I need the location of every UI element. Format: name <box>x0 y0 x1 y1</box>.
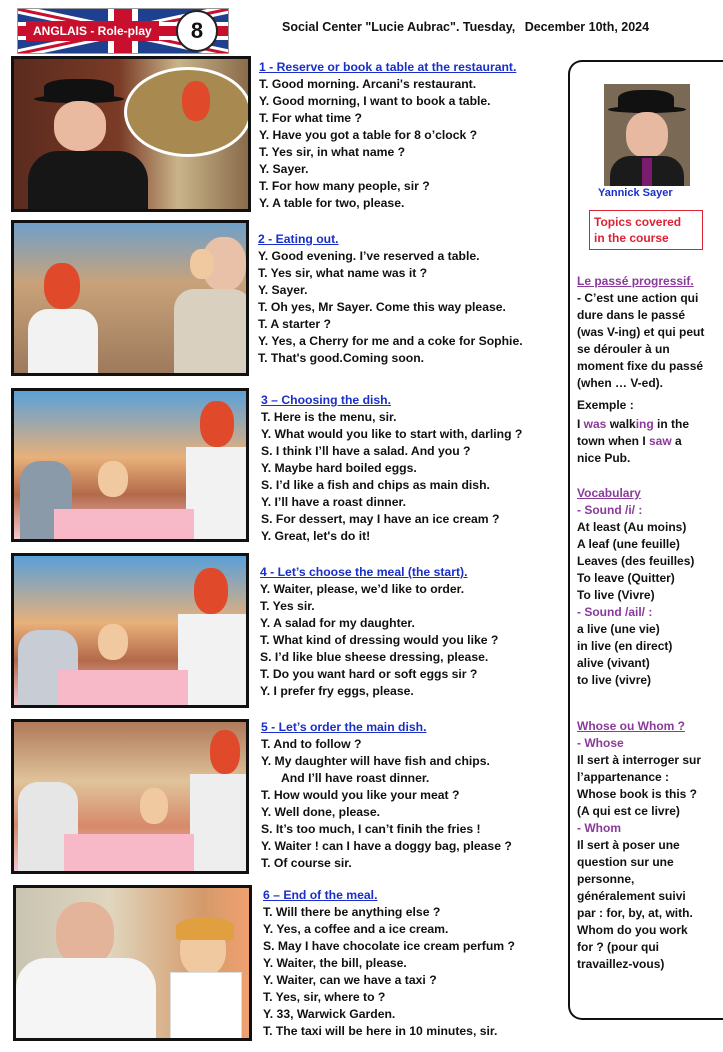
whose-whom-section <box>577 718 701 973</box>
dialogue-line: Y. Have you got a table for 8 o’clock ? <box>259 128 478 142</box>
dialogue-line: T. The taxi will be here in 10 minutes, sir. <box>263 1024 498 1038</box>
dialogue-line: T. Will there be anything else ? <box>263 905 441 919</box>
dialogue-line: Y. I’ll have a roast dinner. <box>261 495 406 509</box>
dialogue-line: Y. Good morning, I want to book a table. <box>259 94 491 108</box>
dialogue-line: Y. Yes, a Cherry for me and a coke for Sophie. <box>258 334 523 348</box>
lesson-number-badge: 8 <box>176 10 218 52</box>
whose-label: - Whose <box>577 736 624 750</box>
dialogue-line: T. Yes sir, what name was it ? <box>258 266 428 280</box>
dialogue-line: T. Oh yes, Mr Sayer. Come this way please. <box>258 300 506 314</box>
example-highlight: saw <box>649 434 672 448</box>
scene-3-heading: 3 – Choosing the dish. <box>261 393 392 407</box>
dialogue-line: T. Yes sir. <box>260 599 315 613</box>
example-word: walk <box>606 417 636 431</box>
dialogue-line: Y. Good evening. I’ve reserved a table. <box>258 249 480 263</box>
dialogue-line: T. That's good.Coming soon. <box>258 351 425 365</box>
header-date: December 10th, 2024 <box>524 20 650 34</box>
dialogue-line: Y. What would you like to start with, darling ? <box>261 427 523 441</box>
scene-4-heading: 4 - Let’s choose the meal (the start). <box>260 565 468 579</box>
topics-line: Topics covered <box>594 215 682 229</box>
center-name: Social Center "Lucie Aubrac". Tuesday, <box>282 20 516 34</box>
teacher-name: Yannick Sayer <box>598 187 673 199</box>
sidebar-line: (A qui est ce livre) <box>577 804 680 818</box>
example-word: I <box>577 417 584 431</box>
example-highlight: ing <box>635 417 654 431</box>
scene-6-dialogue <box>263 887 515 1040</box>
scene-6-photo <box>13 885 252 1041</box>
header-info <box>282 20 649 34</box>
dialogue-line: S. I’d like a fish and chips as main dish. <box>261 478 490 492</box>
dialogue-line: T. And to follow ? <box>261 737 362 751</box>
dialogue-line: Y. A table for two, please. <box>259 196 405 210</box>
past-progressive-title: Le passé progressif. <box>577 274 694 288</box>
dialogue-line: S. I think I’ll have a salad. And you ? <box>261 444 471 458</box>
dialogue-line: Y. Sayer. <box>258 283 308 297</box>
dialogue-line: T. Yes, sir, where to ? <box>263 990 386 1004</box>
course-tag: ANGLAIS - Role-play <box>26 21 159 41</box>
vocab-item: At least (Au moins) <box>577 520 687 534</box>
example-word: town when I <box>577 434 649 448</box>
sidebar-line: dure dans le passé <box>577 308 686 322</box>
dialogue-line: S. It’s too much, I can’t finih the fries ! <box>261 822 481 836</box>
scene-3-dialogue <box>261 392 522 545</box>
scene-2-photo <box>11 220 249 376</box>
scene-1-photo <box>11 56 251 212</box>
dialogue-line: T. Yes sir, in what name ? <box>259 145 406 159</box>
dialogue-line: Y. Waiter ! can I have a doggy bag, please ? <box>261 839 512 853</box>
sidebar-line: - C’est une action qui <box>577 291 699 305</box>
whose-whom-title: Whose ou Whom ? <box>577 719 685 733</box>
scene-4-photo <box>11 553 249 708</box>
dialogue-line: S. For dessert, may I have an ice cream ? <box>261 512 500 526</box>
vocab-item: To leave (Quitter) <box>577 571 675 585</box>
sidebar-line: généralement suivi <box>577 889 686 903</box>
scene-1-dialogue <box>259 59 516 212</box>
scene-4-dialogue <box>260 564 498 700</box>
topics-box <box>589 210 703 250</box>
dialogue-line: T. Do you want hard or soft eggs sir ? <box>260 667 478 681</box>
teacher-portrait <box>604 84 690 186</box>
sidebar-line: question sur une <box>577 855 674 869</box>
dialogue-line: T. What kind of dressing would you like ? <box>260 633 499 647</box>
dialogue-line: T. A starter ? <box>258 317 331 331</box>
vocab-item: a live (une vie) <box>577 622 660 636</box>
sidebar-line: Whose book is this ? <box>577 787 698 801</box>
sidebar-line: Il sert à interroger sur <box>577 753 702 767</box>
vocab-item: in live (en direct) <box>577 639 673 653</box>
dialogue-line: Y. Maybe hard boiled eggs. <box>261 461 417 475</box>
dialogue-line: S. I’d like blue sheese dressing, please. <box>260 650 489 664</box>
scene-5-heading: 5 - Let’s order the main dish. <box>261 720 427 734</box>
dialogue-line: T. Here is the menu, sir. <box>261 410 397 424</box>
scene-5-dialogue <box>261 719 512 872</box>
dialogue-line: Y. A salad for my daughter. <box>260 616 415 630</box>
dialogue-line: T. How would you like your meat ? <box>261 788 460 802</box>
dialogue-line: T. Of course sir. <box>261 856 352 870</box>
sidebar-line: se dérouler à un <box>577 342 670 356</box>
sidebar-line: moment fixe du passé <box>577 359 704 373</box>
sidebar-line: (was V-ing) et qui peut <box>577 325 705 339</box>
sidebar-line: travaillez-vous) <box>577 957 665 971</box>
sidebar-line: l’appartenance : <box>577 770 670 784</box>
sound-ai-label: - Sound /ail/ : <box>577 605 653 619</box>
vocab-item: To live (Vivre) <box>577 588 655 602</box>
sidebar-line: for ? (pour qui <box>577 940 659 954</box>
dialogue-line: Y. 33, Warwick Garden. <box>263 1007 396 1021</box>
scene-1-heading: 1 - Reserve or book a table at the restaurant. <box>259 60 517 74</box>
sidebar-line: par : for, by, at, with. <box>577 906 693 920</box>
example-word: in the <box>653 417 690 431</box>
dialogue-line: Y. Waiter, the bill, please. <box>263 956 407 970</box>
dialogue-line: T. For what time ? <box>259 111 362 125</box>
sound-i-label: - Sound /i/ : <box>577 503 643 517</box>
past-progressive-section <box>577 273 704 467</box>
example-sentence-2 <box>577 433 704 450</box>
example-sentence-1 <box>577 416 704 433</box>
vocab-item: to live (vivre) <box>577 673 652 687</box>
topics-line: in the course <box>594 231 669 245</box>
sidebar-line: Il sert à poser une <box>577 838 680 852</box>
vocabulary-title: Vocabulary <box>577 486 641 500</box>
example-word: a <box>671 434 682 448</box>
scene-6-heading: 6 – End of the meal. <box>263 888 378 902</box>
dialogue-line: Y. Yes, a coffee and a ice cream. <box>263 922 449 936</box>
dialogue-line: S. May I have chocolate ice cream perfum ? <box>263 939 515 953</box>
dialogue-line: T. Good morning. Arcani's restaurant. <box>259 77 477 91</box>
dialogue-line: And I’ll have roast dinner. <box>281 771 430 785</box>
sidebar-line: (when … V-ed). <box>577 376 664 390</box>
dialogue-line: Y. Sayer. <box>259 162 309 176</box>
dialogue-line: Y. Waiter, please, we’d like to order. <box>260 582 465 596</box>
scene-3-photo <box>11 388 249 542</box>
vocab-item: Leaves (des feuilles) <box>577 554 695 568</box>
example-highlight: was <box>583 417 607 431</box>
dialogue-line: Y. I prefer fry eggs, please. <box>260 684 414 698</box>
sidebar-line: Whom do you work <box>577 923 688 937</box>
whom-label: - Whom <box>577 821 621 835</box>
scene-5-photo <box>11 719 249 874</box>
dialogue-line: Y. Great, let's do it! <box>261 529 371 543</box>
vocab-item: A leaf (une feuille) <box>577 537 680 551</box>
dialogue-line: Y. My daughter will have fish and chips. <box>261 754 490 768</box>
vocab-item: alive (vivant) <box>577 656 650 670</box>
dialogue-line: Y. Well done, please. <box>261 805 380 819</box>
dialogue-line: Y. Waiter, can we have a taxi ? <box>263 973 437 987</box>
scene-2-dialogue <box>258 231 523 367</box>
sidebar-line: personne, <box>577 872 635 886</box>
dialogue-line: T. For how many people, sir ? <box>259 179 430 193</box>
example-label: Exemple : <box>577 398 634 412</box>
vocabulary-section <box>577 485 694 689</box>
example-sentence-3: nice Pub. <box>577 451 631 465</box>
scene-2-heading: 2 - Eating out. <box>258 232 339 246</box>
